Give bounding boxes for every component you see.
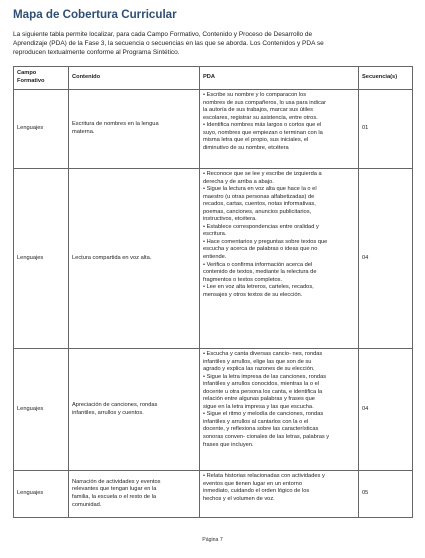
intro-line: La siguiente tabla permite localizar, para cada Campo Formativo, Contenido y Proceso de Desarrollo de <box>13 31 313 38</box>
pda-line: mensajes y otros textos de su elección. <box>203 291 303 298</box>
cell-secuencia: 01 <box>359 90 413 169</box>
pda-line: recados, cartas, cuentos, notas informativas, <box>203 201 316 208</box>
pda-line: eventos que tienen lugar en un entorno <box>203 480 302 487</box>
header-campo-formativo: Campo Formativo <box>14 67 69 90</box>
cell-contenido <box>69 349 200 471</box>
pda-line: inmediato, cuidando el orden lógico de los <box>203 488 310 495</box>
pda-line: • Escribe su nombre y lo comparacon los <box>203 92 307 98</box>
cell-contenido <box>69 169 200 349</box>
pda-line: suyo, nombres que empiezan o terminan con la <box>203 129 323 136</box>
pda-line: la autoría de sus trabajos, marcar sus útiles <box>203 107 314 114</box>
pda-line: docente, y reflexiona sobre las características <box>203 426 319 433</box>
pda-line: sonoras conven- cionales de las letras, palabras y <box>203 434 330 441</box>
pda-line: • Escucha y canta diversas cancio- nes, rondas <box>203 351 323 357</box>
contenido-line: Narración de actividades y eventos <box>72 478 161 485</box>
pda-line: instructivos, etcétera. <box>203 216 257 223</box>
pda-line: fragmentos o textos completos. <box>203 276 283 283</box>
header-secuencias: Secuencia(s) <box>359 67 413 90</box>
contenido-line: relevantes que tengan lugar en la <box>72 486 157 493</box>
cell-campo-formativo: Lenguajes <box>14 90 69 169</box>
pda-line: • Sigue la letra impresa de las canciones, rondas <box>203 373 327 380</box>
pda-line: hechos y el volumen de voz. <box>203 495 275 502</box>
pda-line: • Identifica nombres más largos o cortos que el <box>203 122 322 129</box>
contenido-line: Apreciación de canciones, rondas <box>72 401 158 408</box>
pda-line: agrado y explica las razones de su elección. <box>203 366 315 373</box>
pda-line: infantiles y arrullos, elige las que son de su <box>203 358 312 365</box>
pda-line: escolares, registrar su asistencia, entre otros. <box>203 114 318 121</box>
pda-line: • Relata historias relacionadas con actividades y <box>203 473 325 479</box>
pda-line: • Sigue la lectura en voz alta que hace la o el <box>203 186 317 193</box>
table-row <box>14 90 413 169</box>
cell-secuencia: 05 <box>359 471 413 518</box>
pda-line: • Lee en voz alta letreros, carteles, recados, <box>203 284 314 291</box>
intro-paragraph <box>13 31 411 57</box>
pda-line: • Reconoce que se lee y escribe de izquierda a <box>203 171 322 177</box>
contenido-line: Escritura de nombres en la lengua <box>72 121 159 128</box>
page-title: Mapa de Cobertura Curricular <box>13 8 177 21</box>
cell-secuencia: 04 <box>359 349 413 471</box>
pda-line: escritura. <box>203 231 227 238</box>
contenido-line: infantiles, arrullos y cuentos. <box>72 409 144 416</box>
table-row <box>14 349 413 471</box>
pda-line: docente u otra persona los canta, e identifica la <box>203 388 323 395</box>
pda-line: contenido de textos, mediante la relectura de <box>203 269 317 276</box>
cell-contenido <box>69 471 200 518</box>
cell-pda <box>200 169 359 349</box>
contenido-line: familia, la escuela o el resto de la <box>72 494 157 500</box>
cell-campo-formativo: Lenguajes <box>14 169 69 349</box>
pda-line: frases que incluyen. <box>203 441 254 448</box>
pda-line: • Hace comentarios y preguntas sobre textos que <box>203 238 328 245</box>
cell-pda <box>200 90 359 169</box>
curriculum-table <box>13 66 413 518</box>
contenido-line: materna. <box>72 129 95 135</box>
contenido-line: comunidad. <box>72 501 102 508</box>
pda-line: infantiles y arrullos al cantarlos con la o el <box>203 418 309 425</box>
header-pda: PDA <box>200 67 359 90</box>
cell-contenido <box>69 90 200 169</box>
cell-secuencia: 04 <box>359 169 413 349</box>
pda-line: diminutivo de su nombre, etcétera <box>203 144 289 151</box>
page-number: Página 7 <box>202 537 223 543</box>
cell-pda <box>200 349 359 471</box>
pda-line: maestro (u otras personas alfabetizadas) de <box>203 193 315 200</box>
pda-line: derecha y de arriba a abajo. <box>203 178 274 185</box>
pda-line: entiende. <box>203 254 227 261</box>
intro-line: reproducen textualmente conforme al Programa Sintético. <box>13 48 180 56</box>
cell-campo-formativo: Lenguajes <box>14 471 69 518</box>
intro-line: Aprendizaje (PDA) de la Fase 3, la secuencia o secuencias en las que se aborda. Los Contenidos y PDA se <box>13 39 324 47</box>
pda-line: • Verifica o confirma información acerca del <box>203 261 313 268</box>
pda-line: sigue en la letra impresa y las que escucha. <box>203 403 314 410</box>
header-contenido: Contenido <box>69 67 200 90</box>
cell-pda <box>200 471 359 518</box>
table-row <box>14 169 413 349</box>
cell-campo-formativo: Lenguajes <box>14 349 69 471</box>
pda-line: relación entre algunas palabras y frases que <box>203 396 315 403</box>
table-header-row <box>14 67 413 90</box>
pda-line: • Sigue el ritmo y melodía de canciones, rondas <box>203 411 324 418</box>
contenido-line: Lectura compartida en voz alta. <box>72 254 152 261</box>
pda-line: misma letra que el propio, sus iniciales, el <box>203 137 309 144</box>
pda-line: • Establece correspondencias entre oralidad y <box>203 223 319 230</box>
pda-line: poemas, canciones, anuncios publicitarios, <box>203 208 312 215</box>
pda-line: infantiles y arrullos conocidos, mientras la o el <box>203 381 320 388</box>
table-row <box>14 471 413 518</box>
pda-line: escucha y acerca de palabras o ideas que no <box>203 246 318 253</box>
pda-line: nombres de sus compañeros, lo usa para indicar <box>203 99 326 106</box>
